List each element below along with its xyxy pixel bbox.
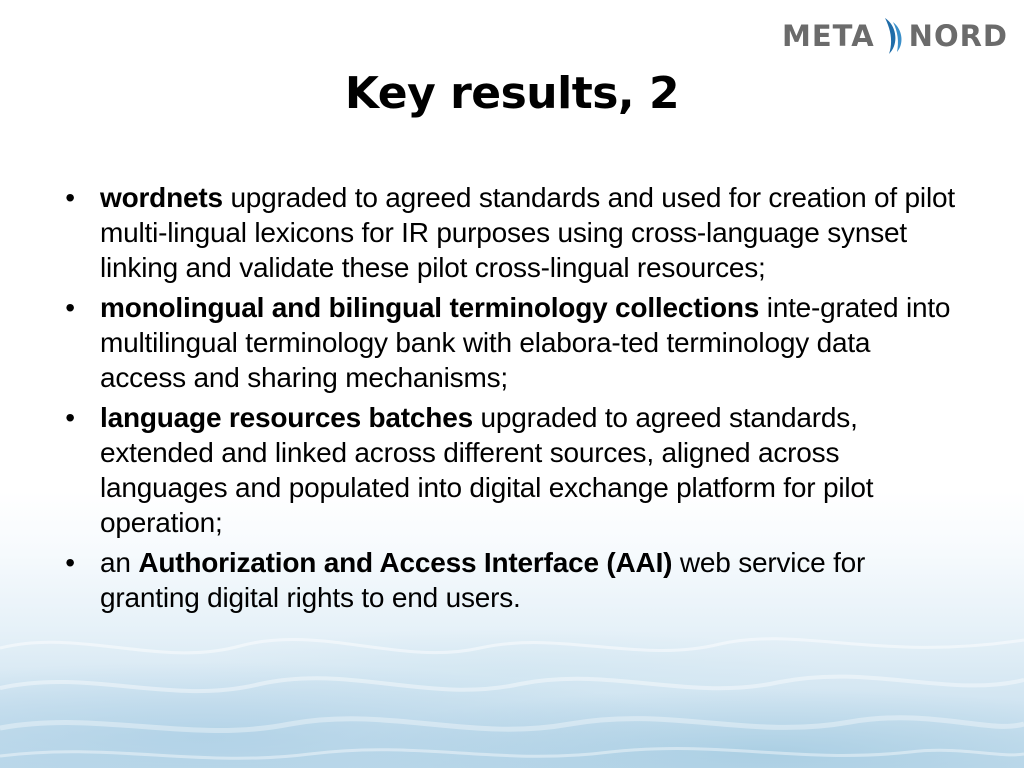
logo-text-meta: META xyxy=(782,19,875,53)
bullet-item xyxy=(60,180,960,285)
bullet-dot: • xyxy=(65,292,75,323)
slide-title: Key results, 2 xyxy=(344,68,680,119)
bullet-bold-term: language resources batches xyxy=(100,402,473,433)
bullet-bold-term: wordnets xyxy=(100,182,223,213)
bullet-text: upgraded to agreed standards and used for creation of pilot multi-lingual lexicons for IR purposes using cross-language synset linking and validate these pilot cross-lingual resources; xyxy=(100,182,955,283)
bullet-item xyxy=(60,545,960,615)
bullet-dot: • xyxy=(65,402,75,433)
bullet-text: web service for granting digital rights to end users. xyxy=(100,547,866,613)
bullet-text: inte-grated into multilingual terminology bank with elabora-ted terminology data access and sharing mechanisms; xyxy=(100,292,951,393)
bullet-list xyxy=(60,180,960,620)
bullet-item xyxy=(60,400,960,540)
bullet-item xyxy=(60,290,960,395)
bullet-prefix: an xyxy=(100,547,139,578)
bullet-dot: • xyxy=(65,182,75,213)
bullet-text: upgraded to agreed standards, extended and linked across different sources, aligned across languages and populated into digital exchange platform for pilot operation; xyxy=(100,402,874,538)
meta-nord-logo xyxy=(782,14,1008,58)
bullet-bold-term: Authorization and Access Interface (AAI) xyxy=(138,547,673,578)
sail-icon xyxy=(877,16,907,56)
bullet-dot: • xyxy=(65,547,75,578)
logo-text-nord: NORD xyxy=(908,19,1008,53)
bullet-bold-term: monolingual and bilingual terminology collections xyxy=(100,292,760,323)
